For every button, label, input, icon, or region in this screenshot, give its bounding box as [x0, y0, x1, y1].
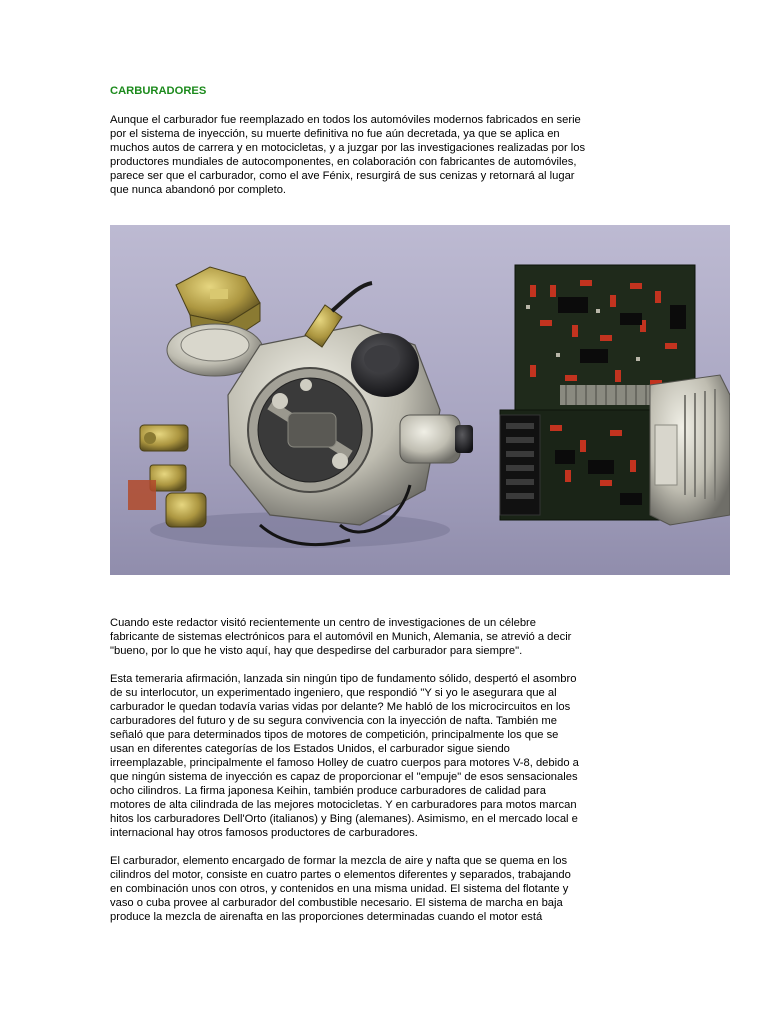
paragraph-carburetor-parts: El carburador, elemento encargado de formar la mezcla de aire y nafta que se quema en los cilindros del motor, consiste en cuatro partes o elementos diferentes y separados, trabajando en combinación unos con otros, y contenidos en una misma unidad. El sistema del flotante y vaso o cuba provee al carburador del combustible necesario. El sistema de marcha en baja produce la mezcla de airenafta en las proporciones determinadas cuando el motor está: [110, 855, 571, 923]
paragraph-engineer-response: Esta temeraria afirmación, lanzada sin ningún tipo de fundamento sólido, despertó el asombro de su interlocutor, un experimentado ingeniero, que respondió "Y si yo le asegurara que al carburador le quedan todavía varias vidas por delante? Me habló de los microcircuitos en los carburadores del futuro y de su segura convivencia con la inyección de nafta. También me señaló que para determinados tipos de motores de competición, principalmente los que se usan en diferentes categorías de los Estados Unidos, el carburador sigue siendo irreemplazable, principalmente el famoso Holley de cuatro cuerpos para motores V-8, debido a que ningún sistema de inyección es capaz de proporcionar el "empuje" de esos sensacionales ocho cilindros. La firma japonesa Keihin, también produce carburadores de calidad para motores de alta cilindrada de las mejores motocicletas. Y en carburadores para motos marcan hitos los carburadores Dell'Orto (italianos) y Bing (alemanes). Asimismo, en el mercado local e internacional hay otros famosos productores de carburadores.: [110, 673, 579, 839]
carburetor-photo: [110, 225, 730, 575]
electronic-control-unit: [500, 265, 730, 525]
document-title: CARBURADORES: [110, 85, 207, 97]
carburetor-photo-illustration: [110, 225, 730, 575]
paragraph-munich-visit: Cuando este redactor visitó recientemente un centro de investigaciones de un célebre fabricante de sistemas electrónicos para el automóvil en Munich, Alemania, se atrevió a decir "bueno, por lo que he visto aquí, hay que despedirse del carburador para siempre".: [110, 617, 572, 657]
paragraph-intro: Aunque el carburador fue reemplazado en todos los automóviles modernos fabricados en serie por el sistema de inyección, su muerte definitiva no fue aún decretada, ya que se aplica en muchos autos de carrera y en motocicletas, y a juzgar por las investigaciones realizadas por los productores mundiales de autocomponentes, en colaboración con fabricantes de automóviles, parece ser que el carburador, como el ave Fénix, resurgirá de sus cenizas y retornará al lugar que nunca abandonó por completo.: [110, 114, 586, 196]
document-page: [110, 84, 670, 196]
